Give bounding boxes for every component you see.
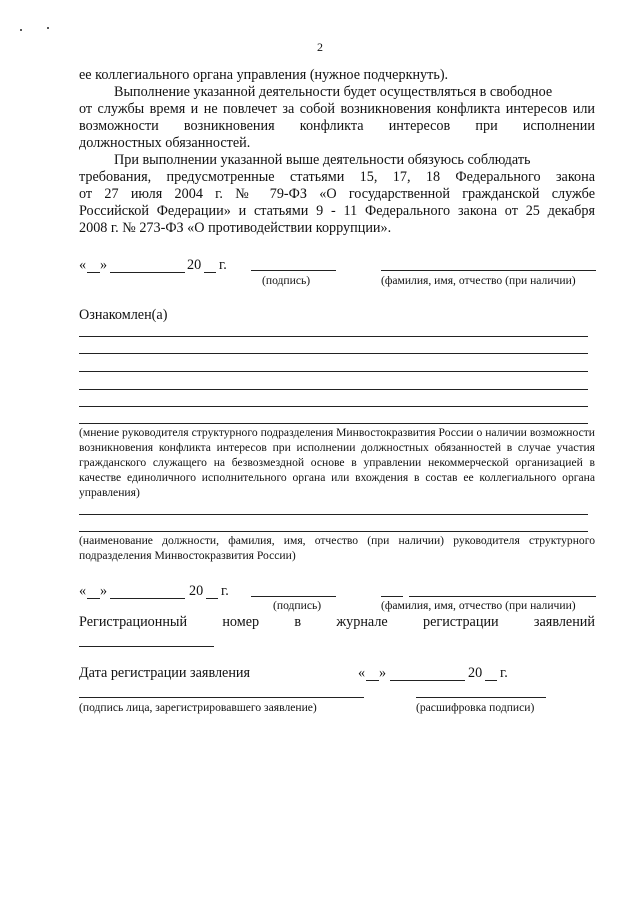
date-quote-open: « <box>79 583 87 599</box>
full-name-line <box>409 596 596 597</box>
page-number: 2 <box>317 40 323 54</box>
text-line: При выполнении указанной выше деятельности обязуюсь соблюдать <box>114 152 531 168</box>
date-day-blank <box>87 598 100 599</box>
date-month-blank <box>390 680 465 681</box>
text-line: 2008 г. № 273-ФЗ «О противодействии коррупции». <box>79 220 392 236</box>
full-name-line <box>381 270 596 271</box>
signature-decoding-line <box>416 697 546 698</box>
signature-decoding-caption: (расшифровка подписи) <box>416 701 535 714</box>
acquainted-label: Ознакомлен(а) <box>79 307 168 323</box>
text-line: ее коллегиального органа управления (нужное подчеркнуть). <box>79 67 449 83</box>
signature-caption: (подпись) <box>262 274 311 287</box>
scan-dot <box>20 29 22 31</box>
date-quote-close: » <box>379 665 387 681</box>
full-name-line <box>381 596 403 597</box>
blank-line <box>79 514 588 515</box>
head-name-caption: (наименование должности, фамилия, имя, отчество (при наличии) руководителя структурного подразделения Минвостокразвития России) <box>79 534 595 562</box>
registration-number-label: Регистрационный номер в журнале регистрации заявлений <box>79 614 595 630</box>
date-year-prefix: 20 <box>187 257 202 273</box>
full-name-caption: (фамилия, имя, отчество (при наличии) <box>381 274 576 287</box>
full-name-caption: (фамилия, имя, отчество (при наличии) <box>381 599 576 612</box>
text-line: Выполнение указанной деятельности будет осуществляться в свободное <box>114 84 553 100</box>
date-year-prefix: 20 <box>189 583 204 599</box>
date-quote-close: » <box>100 257 108 273</box>
scan-dot <box>47 27 49 29</box>
signature-line <box>251 270 336 271</box>
date-year-suffix: г. <box>221 583 229 599</box>
date-month-blank <box>110 272 185 273</box>
registration-number-line <box>79 646 214 647</box>
blank-line <box>79 389 588 390</box>
registrar-signature-caption: (подпись лица, зарегистрировавшего заявление) <box>79 701 317 714</box>
signature-caption: (подпись) <box>273 599 322 612</box>
date-year-prefix: 20 <box>468 665 483 681</box>
blank-line <box>79 531 588 532</box>
date-year-blank <box>485 680 497 681</box>
date-year-blank <box>206 598 218 599</box>
text-line: требования, предусмотренные статьями 15, 17, 18 Федерального закона <box>79 169 595 185</box>
text-line: должностных обязанностей. <box>79 135 251 151</box>
date-month-blank <box>110 598 185 599</box>
signature-line <box>251 596 336 597</box>
opinion-caption: (мнение руководителя структурного подразделения Минвостокразвития России о наличии возможности возникновения конфликта интересов при исполнении должностных обязанностей в случае участия гражданского служащего на безвозмездной основе в управлении некоммерческой организацией в качестве единоличного исполнительного органа или вхождения в состав ее коллегиального органа управления) <box>79 426 595 499</box>
blank-line <box>79 371 588 372</box>
date-day-blank <box>366 680 379 681</box>
text-line: возможности возникновения конфликта интересов при исполнении <box>79 118 595 134</box>
blank-line <box>79 406 588 407</box>
registration-date-label: Дата регистрации заявления <box>79 665 251 681</box>
text-line: Российской Федерации» и статьями 9 - 11 Федерального закона от 25 декабря <box>79 203 595 219</box>
date-year-suffix: г. <box>500 665 508 681</box>
blank-line <box>79 336 588 337</box>
text-line: от 27 июля 2004 г. № 79-ФЗ «О государственной гражданской службе <box>79 186 595 202</box>
text-line: от службы время и не повлечет за собой возникновения конфликта интересов или <box>79 101 595 117</box>
blank-line <box>79 423 588 424</box>
blank-line <box>79 353 588 354</box>
date-quote-close: » <box>100 583 108 599</box>
date-year-suffix: г. <box>219 257 227 273</box>
registrar-signature-line <box>79 697 364 698</box>
date-year-blank <box>204 272 216 273</box>
date-quote-open: « <box>79 257 87 273</box>
date-day-blank <box>87 272 100 273</box>
date-quote-open: « <box>358 665 366 681</box>
